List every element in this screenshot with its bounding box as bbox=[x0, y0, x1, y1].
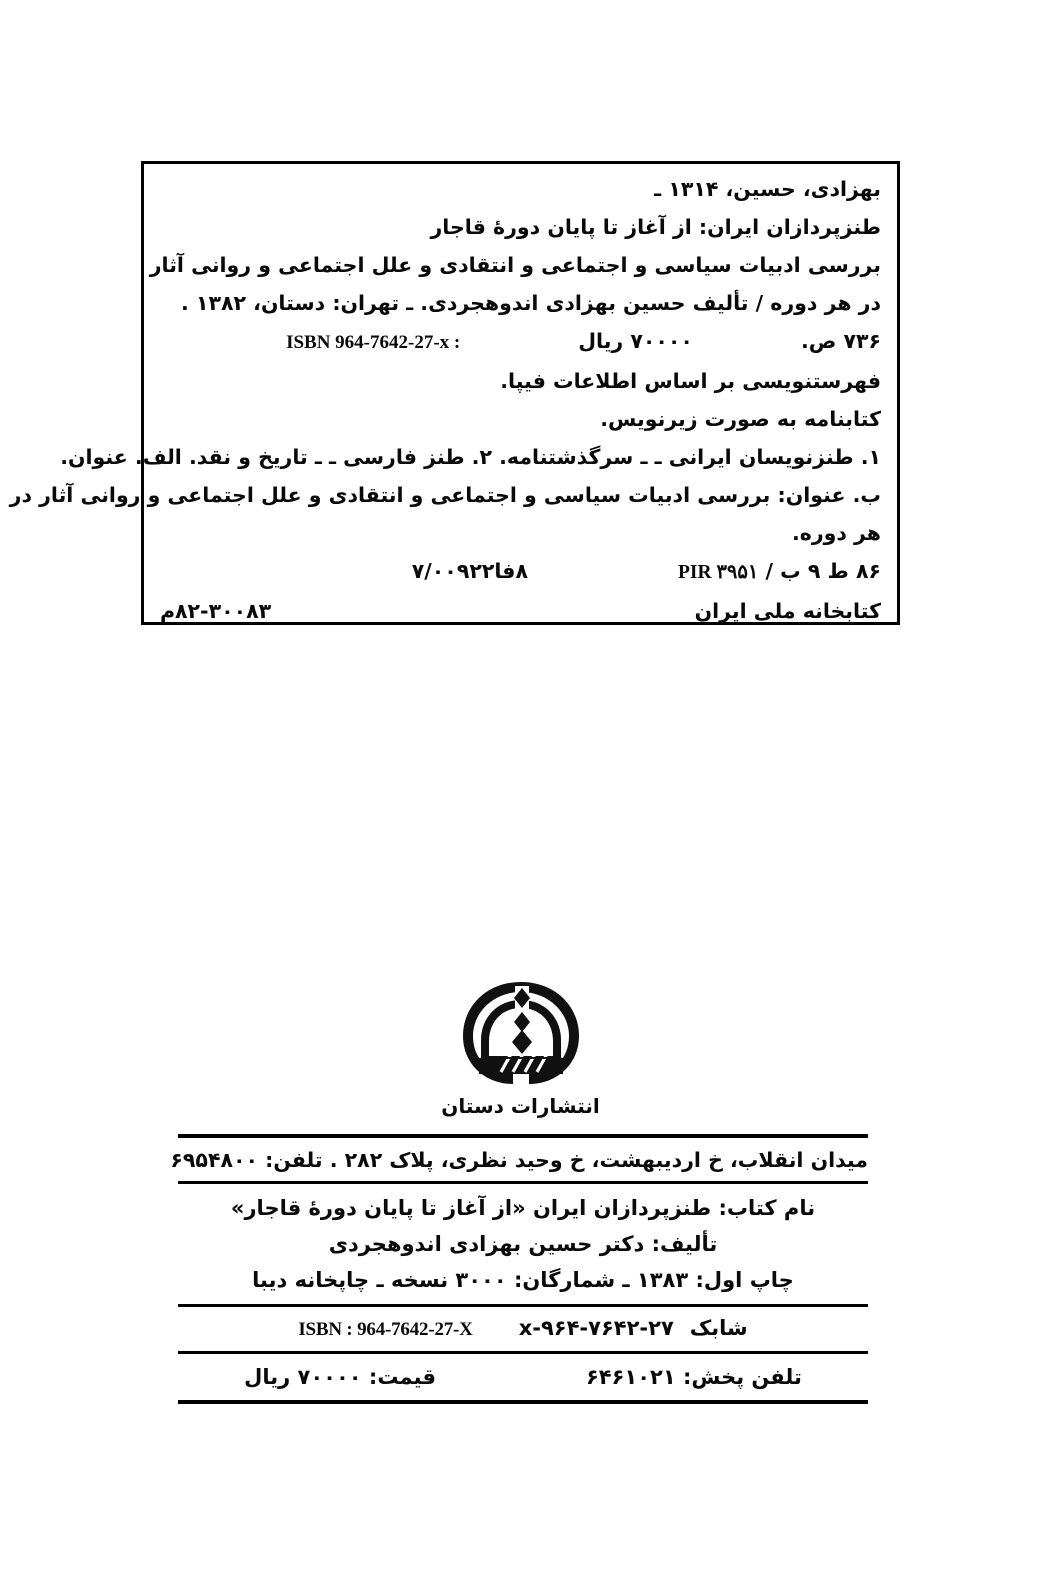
isbn-label: شابک bbox=[689, 1316, 748, 1340]
cip-national-library-name: کتابخانه ملی ایران bbox=[694, 599, 881, 623]
cip-catalog-box bbox=[9, 161, 900, 625]
dastan-publishing-logo-icon bbox=[457, 978, 585, 1088]
cip-dewey-number: ۸فا۷/۰۰۹۲۲ bbox=[411, 559, 528, 583]
colophon-edition: چاپ اول: ۱۳۸۳ ـ شمارگان: ۳۰۰۰ نسخه ـ چاپخانه دیبا bbox=[252, 1268, 794, 1292]
cip-record-number: ۸۲-۳۰۰۸۳م bbox=[160, 599, 272, 623]
cip-box-content bbox=[9, 164, 897, 623]
cip-price: ۷۰۰۰۰ ریال bbox=[578, 329, 693, 353]
cip-pages: ۷۳۶ ص. bbox=[800, 329, 881, 353]
cip-note-bibliography: کتابنامه به صورت زیرنویس. bbox=[600, 407, 881, 431]
cip-note-fipa: فهرستنویسی بر اساس اطلاعات فیپا. bbox=[500, 369, 881, 393]
cip-author-heading: بهزادی، حسین، ۱۳۱۴ ـ bbox=[654, 177, 881, 201]
publisher-name-caption: انتشارات دستان bbox=[441, 1094, 600, 1118]
cip-isbn-row bbox=[160, 322, 881, 362]
colophon-isbn-row bbox=[178, 1307, 868, 1351]
colophon-block bbox=[170, 1134, 868, 1404]
cip-call-number-row bbox=[160, 552, 881, 592]
cip-subtitle-line: بررسی ادبیات سیاسی و اجتماعی و انتقادی و علل اجتماعی و روانی آثار bbox=[149, 253, 881, 277]
cip-added-entry-line-2: هر دوره. bbox=[791, 521, 881, 545]
colophon-book-meta bbox=[178, 1184, 868, 1304]
publisher-address: میدان انقلاب، خ اردیبهشت، خ وحید نظری، پلاک ۲۸۲ . تلفن: ۶۹۵۴۸۰۰ bbox=[170, 1148, 868, 1172]
cip-national-library-row bbox=[160, 592, 881, 630]
publisher-logo-block bbox=[0, 978, 1041, 1118]
cip-subject-headings: ۱. طنزنویسان ایرانی ـ ـ سرگذشتنامه. ۲. طنز فارسی ـ ـ تاریخ و نقد. الف. عنوان. bbox=[60, 445, 881, 469]
isbn-value-latin: ISBN : 964-7642-27-X bbox=[298, 1319, 473, 1340]
book-price: قیمت: ۷۰۰۰۰ ریال bbox=[244, 1365, 436, 1389]
colophon-rule-bottom bbox=[178, 1400, 868, 1404]
cip-added-entry-line-1: ب. عنوان: بررسی ادبیات سیاسی و اجتماعی و انتقادی و علل اجتماعی و روانی آثار در bbox=[9, 483, 881, 507]
cip-call-number-prefix: ۸۶ ط ۹ ب / bbox=[765, 559, 881, 583]
cip-call-number-latin: PIR ۳۹۵۱ bbox=[678, 562, 759, 583]
colophon-book-title: نام کتاب: طنزپردازان ایران «از آغاز تا پایان دورهٔ قاجار» bbox=[230, 1196, 816, 1220]
colophon-price-row bbox=[178, 1354, 868, 1400]
distribution-phone: تلفن پخش: ۶۴۶۱۰۲۱ bbox=[585, 1365, 802, 1389]
cip-title-statement: طنزپردازان ایران: از آغاز تا پایان دورهٔ قاجار bbox=[430, 215, 881, 239]
colophon-author: تألیف: دکتر حسین بهزادی اندوهجردی bbox=[328, 1232, 718, 1256]
isbn-value-persian: ۹۶۴-۷۶۴۲-۲۷-x bbox=[518, 1316, 674, 1340]
cip-isbn-latin: ISBN 964-7642-27-x : bbox=[286, 332, 461, 353]
cip-imprint-line: در هر دوره / تألیف حسین بهزادی اندوهجردی. ـ تهران: دستان، ۱۳۸۲ . bbox=[181, 291, 881, 315]
cip-call-number bbox=[678, 552, 881, 592]
